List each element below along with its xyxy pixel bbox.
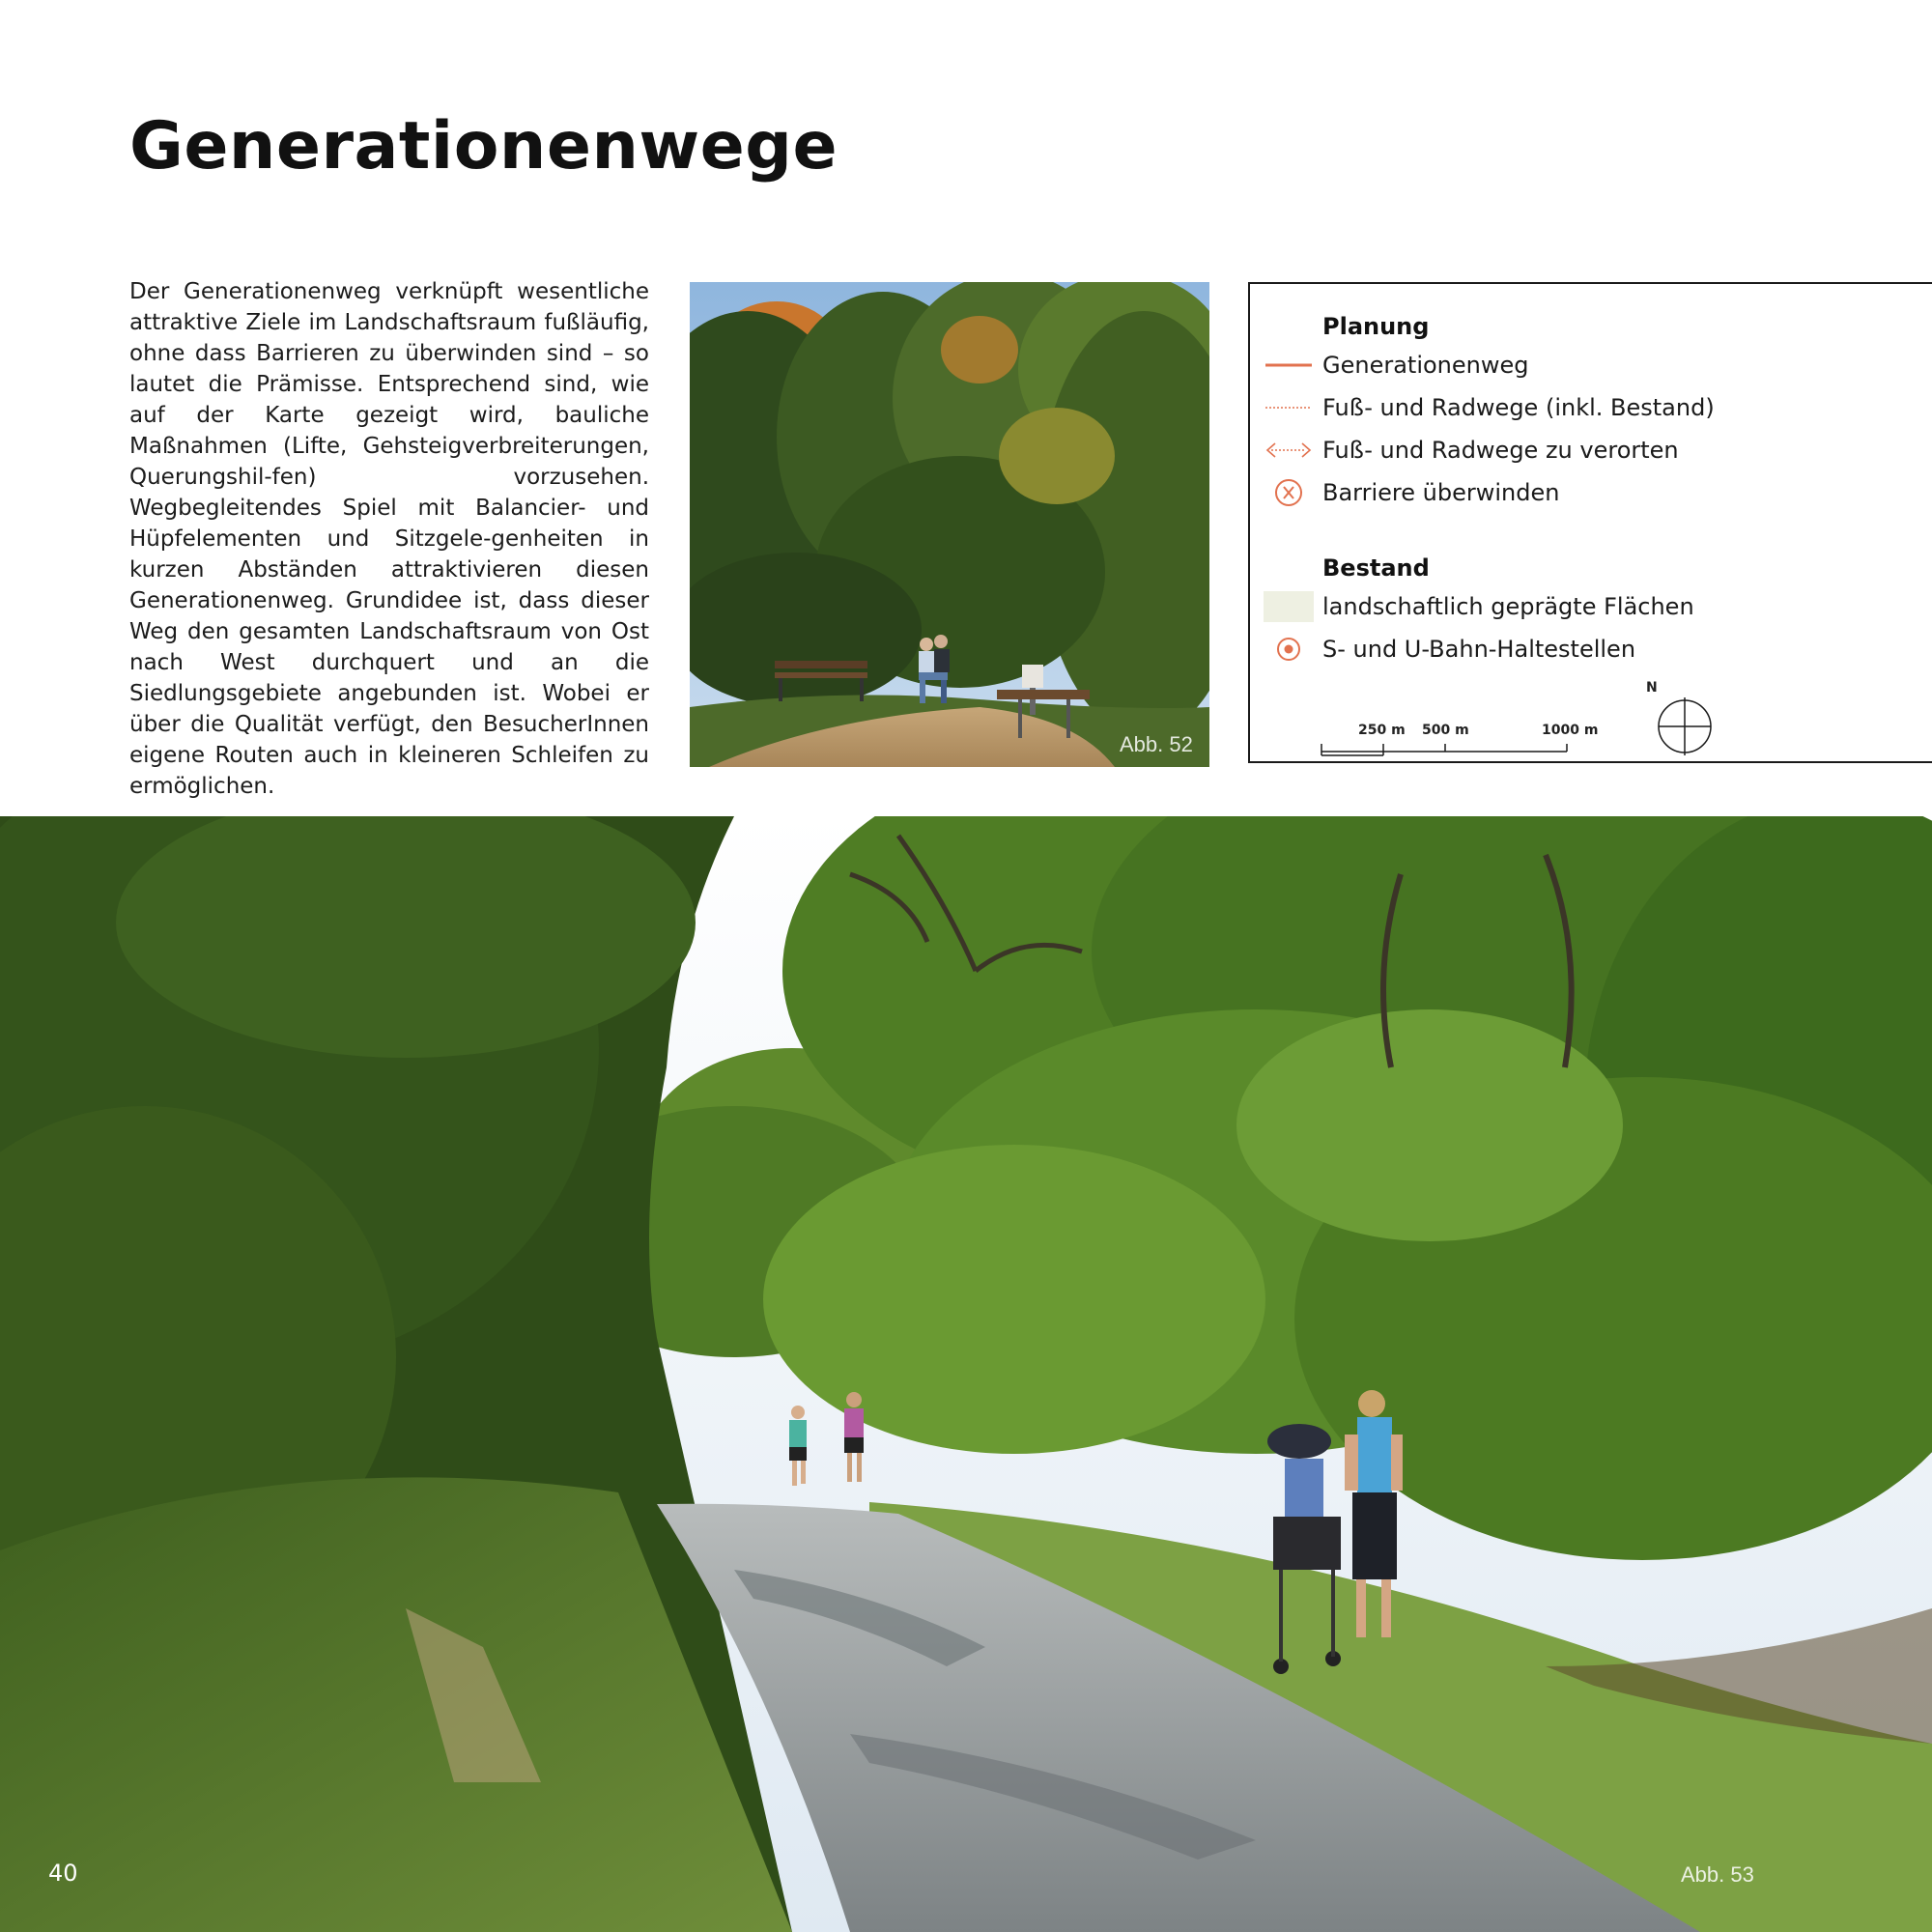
legend-heading-planung: Planung [1322,313,1430,340]
legend-item-zu-verorten: Fuß- und Radwege zu verorten [1250,431,1932,469]
figure-caption-53: Abb. 53 [1681,1862,1754,1887]
legend-item-generationenweg: Generationenweg [1250,346,1932,384]
solid-line-icon [1264,346,1314,384]
page-title: Generationenwege [129,108,838,185]
body-paragraph: Der Generationenweg verknüpft wesentliche attraktive Ziele im Landschaftsraum fußläufig, ohne dass Barrieren zu überwinden sind – so lautet die Prämisse. Entsprechend sind, wie auf der Karte gezeigt wird, bauliche Maßnahmen (Lifte, Gehsteigverbreiterungen, Querungshil-fen) vorzusehen. Wegbegleitendes Spiel mit Balancier- und Hüpfelementen und Sitzgele-genheiten in kurzen Abständen attraktivieren diesen Generationenweg. Grundidee ist, dass dieser Weg den gesamten Landschaftsraum von Ost nach West durchquert und an die Siedlungsgebiete angebunden ist. Wobei er über die Qualität verfügt, den BesucherInnen eigene Routen auch in kleineren Schleifen zu ermöglichen. [129,279,649,799]
map-legend [1248,282,1932,763]
double-arrow-icon [1264,431,1314,469]
scale-label-1000: 1000 m [1542,723,1599,738]
legend-item-fuss-radwege: Fuß- und Radwege (inkl. Bestand) [1250,388,1932,427]
legend-item-barriere: Barriere überwinden [1250,473,1932,512]
dotted-line-icon [1264,388,1314,427]
page-number: 40 [48,1860,78,1887]
scale-label-500: 500 m [1422,723,1469,738]
legend-heading-bestand: Bestand [1322,554,1430,582]
area-swatch-icon [1264,587,1314,626]
park-bench-photo [690,282,1209,767]
scale-label-250: 250 m [1358,723,1406,738]
figure-caption-52: Abb. 52 [1120,732,1193,756]
north-arrow-icon [1656,697,1714,755]
station-dot-icon [1264,630,1314,668]
forest-path-illustration [0,816,1932,1932]
circled-x-icon [1264,473,1314,512]
legend-item-landschaft: landschaftlich geprägte Flächen [1250,587,1932,626]
legend-item-haltestellen: S- und U-Bahn-Haltestellen [1250,630,1932,668]
park-bench-illustration [690,282,1209,767]
scale-bar [1320,738,1580,757]
forest-path-photo [0,816,1932,1932]
north-label: N [1646,680,1658,696]
